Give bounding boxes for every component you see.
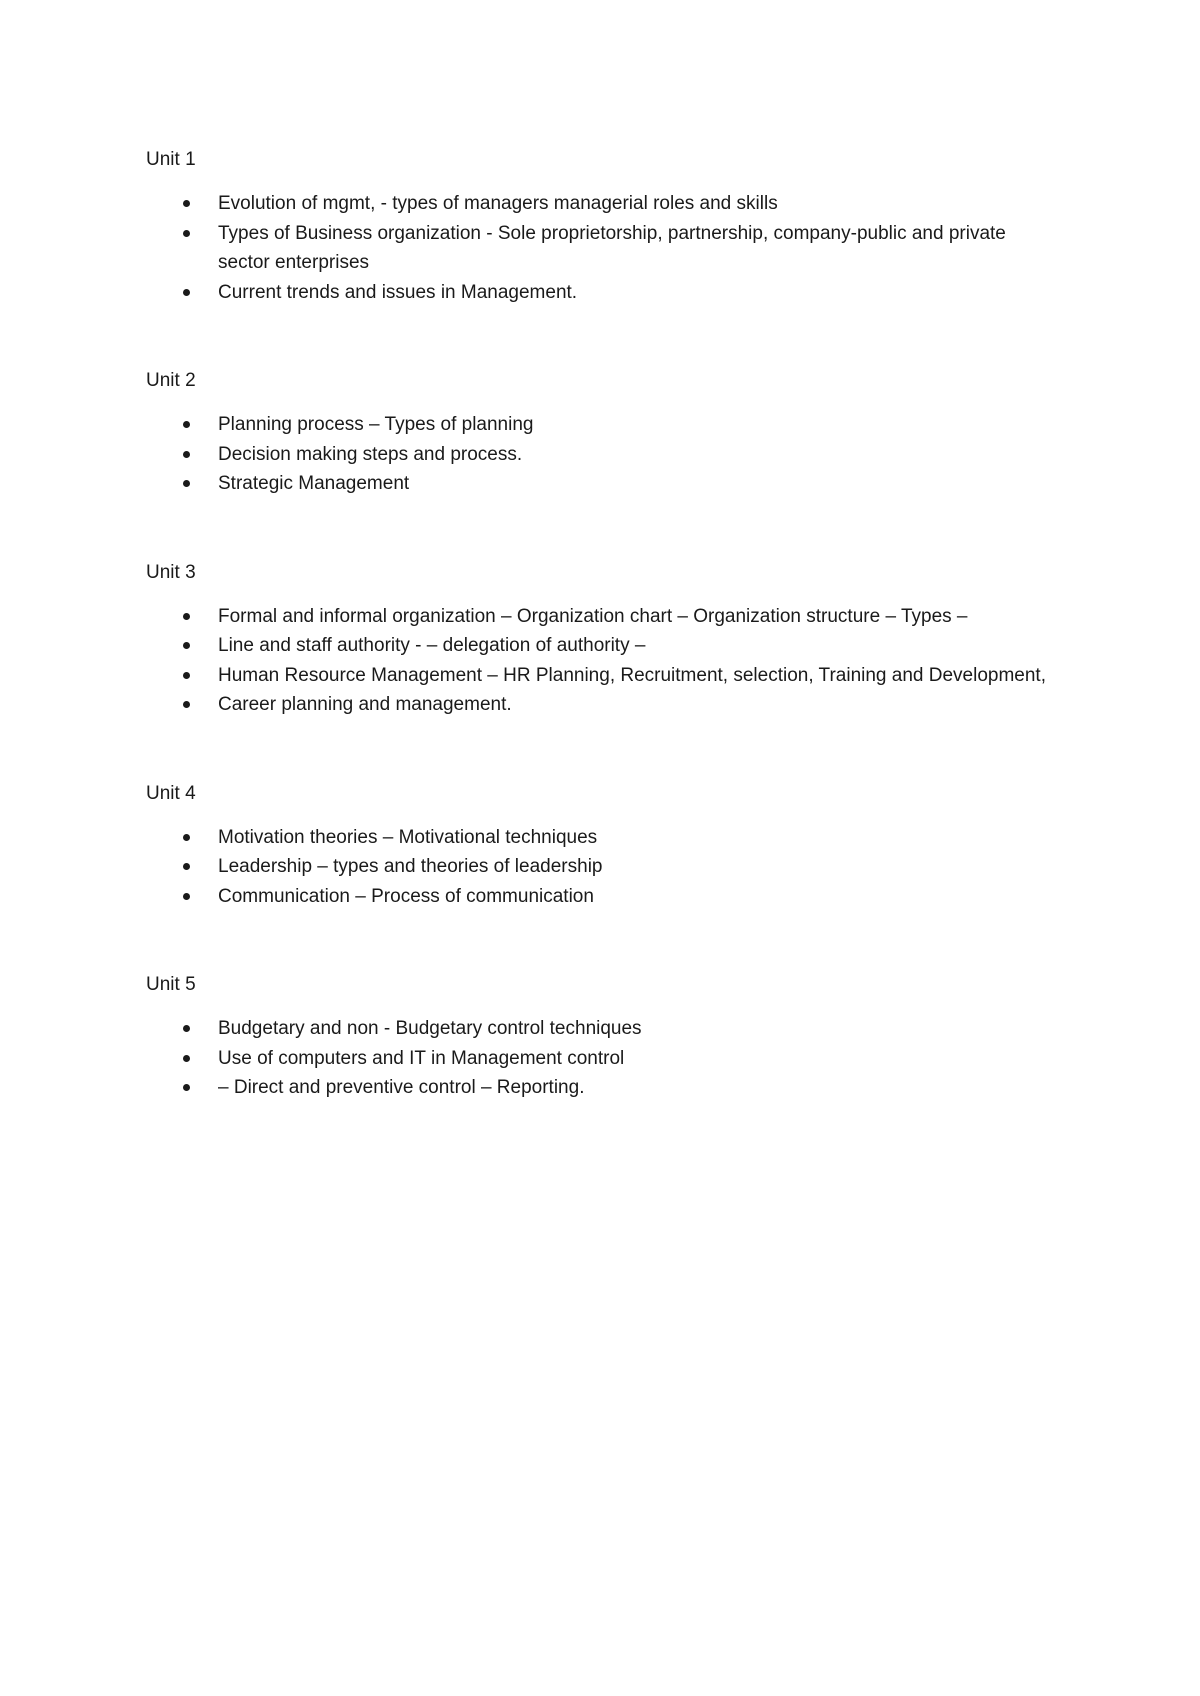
unit-2-section bbox=[146, 369, 1046, 499]
unit-1-item-3: Current trends and issues in Management. bbox=[146, 278, 1058, 308]
unit-4-section bbox=[146, 782, 1046, 912]
unit-5-title: Unit 5 bbox=[146, 974, 196, 995]
unit-3-section bbox=[146, 561, 1046, 720]
unit-5-section bbox=[146, 973, 1046, 1103]
unit-1-item-1: Evolution of mgmt, - types of managers managerial roles and skills bbox=[146, 189, 1058, 219]
unit-4-item-1: Motivation theories – Motivational techniques bbox=[146, 823, 1058, 853]
unit-2-title: Unit 2 bbox=[146, 370, 196, 391]
unit-5-item-3: – Direct and preventive control – Reporting. bbox=[146, 1073, 1058, 1103]
document-content bbox=[146, 148, 1046, 1165]
unit-1-list bbox=[146, 189, 1046, 307]
unit-1-item-2: Types of Business organization - Sole proprietorship, partnership, company-public and private sector enterprises bbox=[146, 219, 1058, 278]
unit-2-list bbox=[146, 410, 1046, 499]
unit-3-item-1: Formal and informal organization – Organization chart – Organization structure – Types – bbox=[146, 602, 1058, 632]
unit-2-item-3: Strategic Management bbox=[146, 469, 1058, 499]
unit-3-title: Unit 3 bbox=[146, 561, 196, 583]
unit-2-item-2: Decision making steps and process. bbox=[146, 440, 1058, 470]
unit-4-list bbox=[146, 823, 1046, 912]
unit-2-item-1: Planning process – Types of planning bbox=[146, 410, 1058, 440]
unit-5-item-1: Budgetary and non - Budgetary control techniques bbox=[146, 1014, 1058, 1044]
unit-3-item-3: Human Resource Management – HR Planning, Recruitment, selection, Training and Development, bbox=[146, 661, 1058, 691]
unit-3-item-4: Career planning and management. bbox=[146, 690, 1058, 720]
unit-5-item-2: Use of computers and IT in Management control bbox=[146, 1044, 1058, 1074]
unit-4-item-3: Communication – Process of communication bbox=[146, 882, 1058, 912]
unit-3-item-2: Line and staff authority - – delegation of authority – bbox=[146, 631, 1058, 661]
unit-5-list bbox=[146, 1014, 1046, 1103]
unit-4-item-2: Leadership – types and theories of leadership bbox=[146, 852, 1058, 882]
unit-1-section bbox=[146, 148, 1046, 307]
unit-3-list bbox=[146, 602, 1046, 720]
unit-1-title: Unit 1 bbox=[146, 149, 196, 170]
unit-4-title: Unit 4 bbox=[146, 782, 196, 804]
